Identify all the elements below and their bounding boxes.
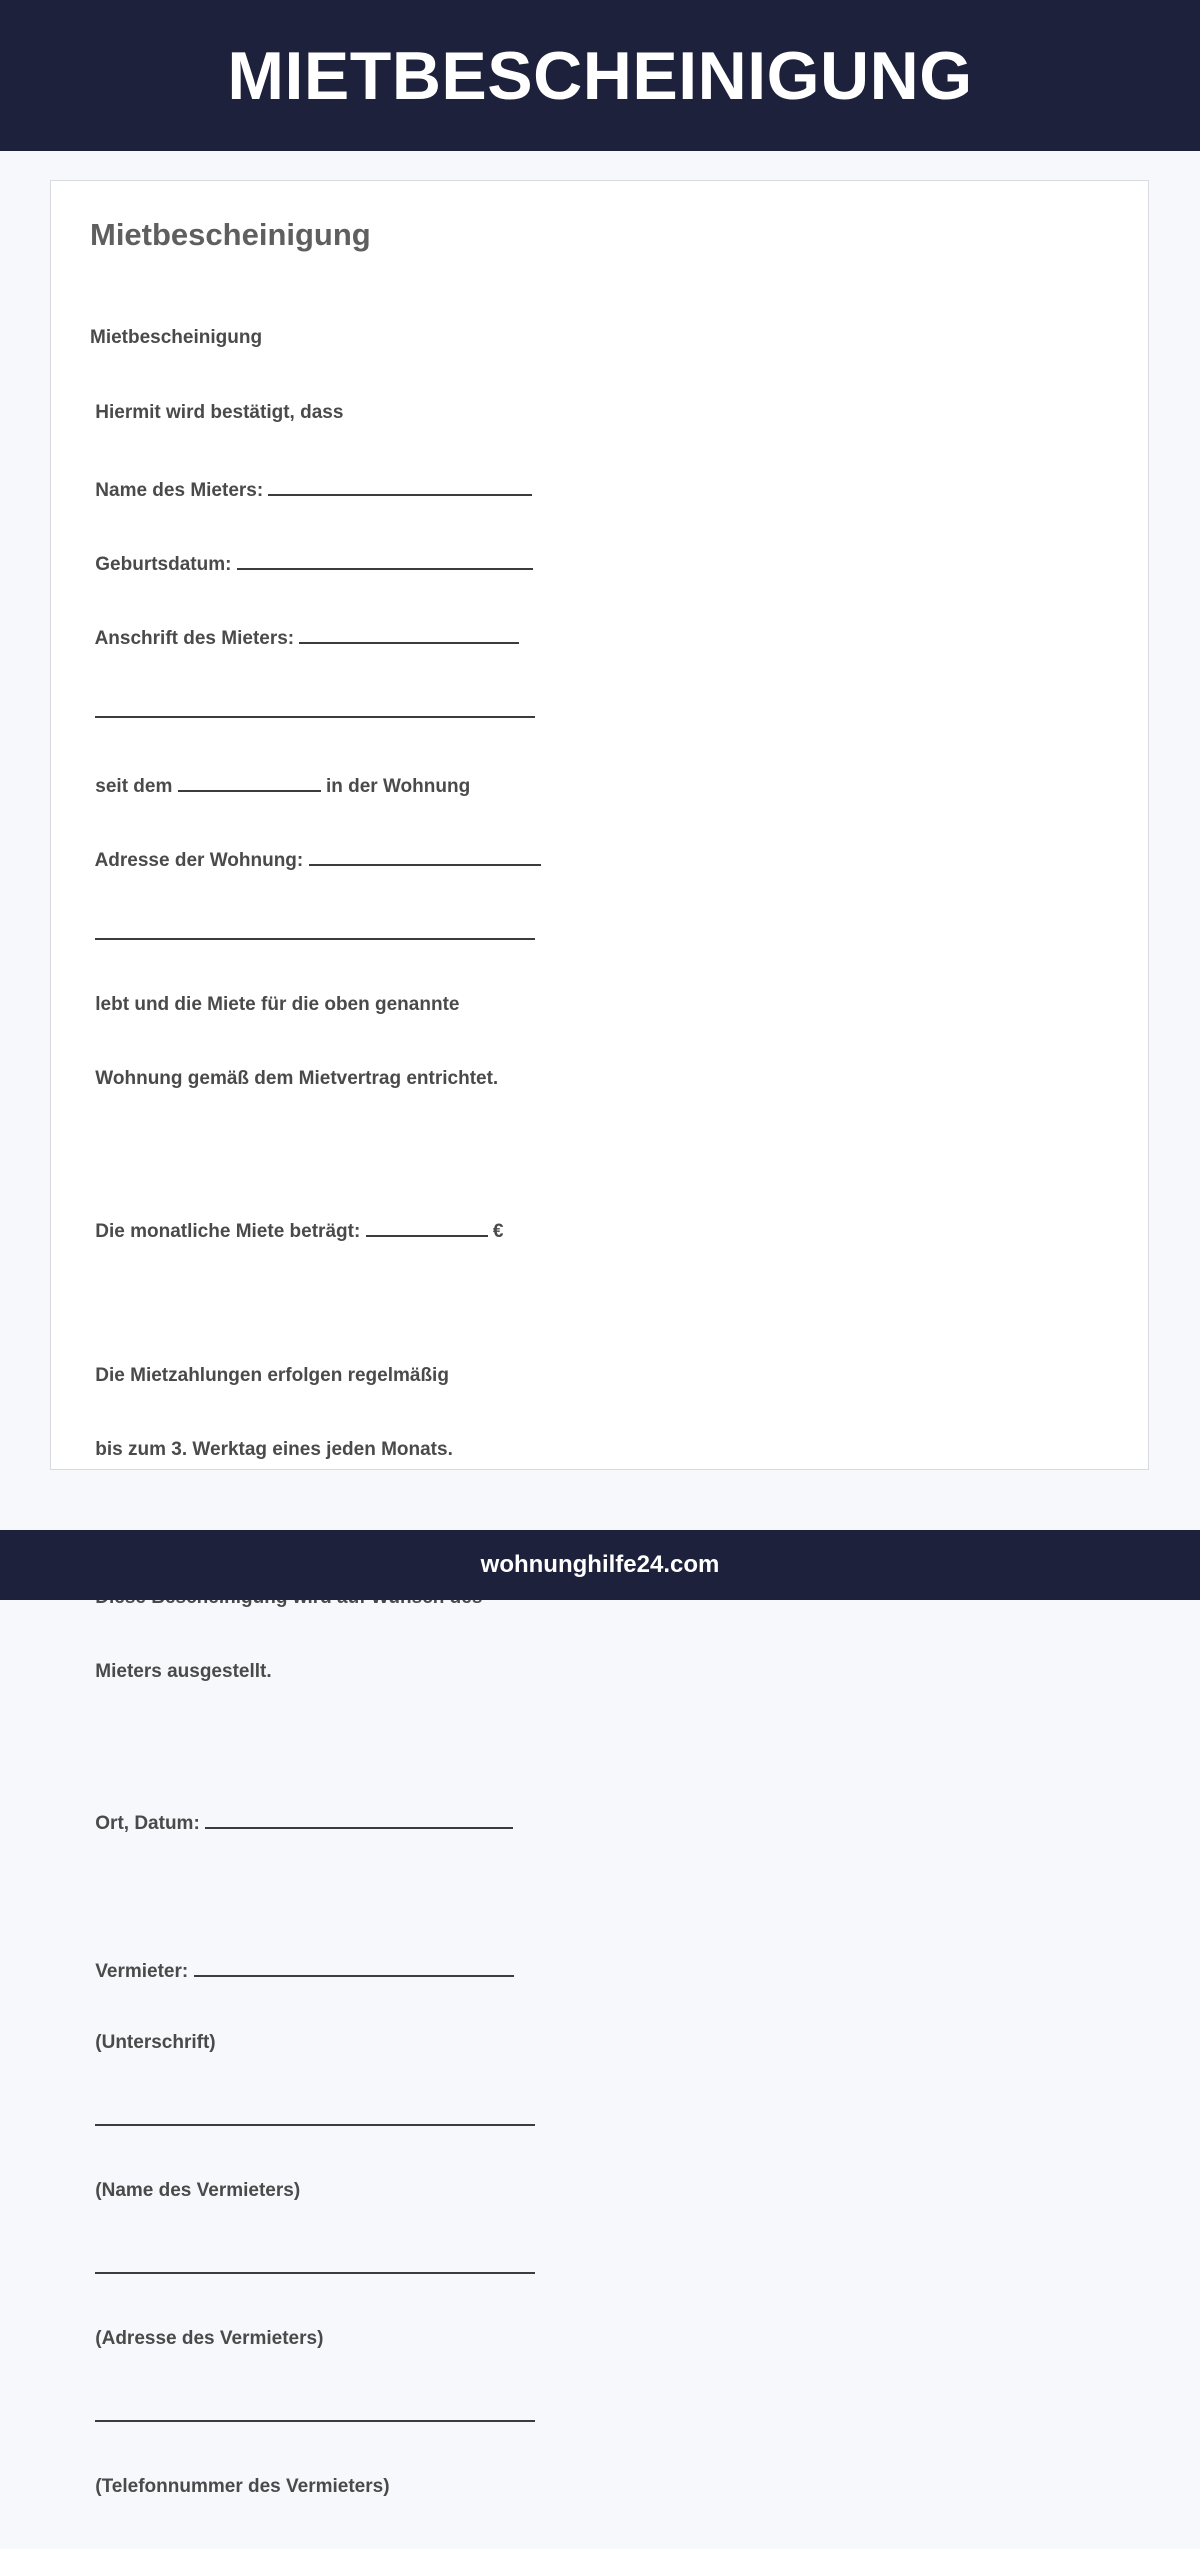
request-text-2: Mieters ausgestellt. [95,1661,272,1683]
apartment-address-blank-2[interactable] [95,919,535,940]
apartment-address-line-2 [90,919,541,944]
rent-line [90,1216,541,1241]
since-date-blank[interactable] [178,771,321,792]
tenant-address-line [90,623,541,648]
payment-line-1 [90,1364,541,1389]
request-line-2 [90,1660,541,1685]
landlord-address-caption-line [90,2327,541,2352]
since-line [90,771,541,796]
payment-line-2 [90,1438,541,1463]
birthdate-line [90,549,541,574]
birthdate-blank[interactable] [237,549,533,570]
landlord-phone-blank[interactable] [95,2401,535,2422]
tenant-address-blank-2[interactable] [95,697,535,718]
landlord-address-blank-line [90,2253,541,2278]
signature-caption: (Unterschrift) [95,2031,216,2053]
statement-line-1 [90,993,541,1018]
footer-site-link[interactable]: wohnunghilfe24.com [480,1551,720,1578]
signature-caption-line [90,2031,541,2056]
payment-text-1: Die Mietzahlungen erfolgen regelmäßig [95,1364,449,1386]
landlord-line [90,1956,541,1981]
rent-amount-blank[interactable] [366,1216,488,1237]
landlord-name-caption-line [90,2179,541,2204]
landlord-phone-caption: (Telefonnummer des Vermieters) [95,2476,390,2498]
tenant-address-blank[interactable] [299,623,519,644]
place-date-label: Ort, Datum: [95,1813,200,1835]
place-date-blank[interactable] [205,1808,513,1829]
rent-label: Die monatliche Miete beträgt: [95,1220,361,1242]
landlord-label: Vermieter: [95,1961,189,1983]
landlord-phone-blank-line [90,2401,541,2426]
landlord-name-caption: (Name des Vermieters) [95,2179,301,2201]
apartment-address-label: Adresse der Wohnung: [94,850,304,872]
body-title: Mietbescheinigung [90,327,263,349]
statement-line-2 [90,1067,541,1092]
spacer [90,1734,541,1759]
page-header [0,0,1200,151]
spacer [90,1882,541,1907]
spacer [90,1290,541,1315]
since-label: seit dem [95,775,173,797]
birthdate-label: Geburtsdatum: [95,553,232,575]
tenant-name-line [90,475,541,500]
statement-text-1: lebt und die Miete für die oben genannte [95,994,460,1016]
statement-text-2: Wohnung gemäß dem Mietvertrag entrichtet. [95,1068,499,1090]
intro-line [90,401,541,426]
landlord-phone-caption-line [90,2475,541,2500]
currency-symbol: € [492,1220,504,1242]
in-apartment-label: in der Wohnung [325,775,471,797]
body-title-line [90,326,541,351]
landlord-name-blank[interactable] [95,2105,535,2126]
page-title: MIETBESCHEINIGUNG [227,37,973,114]
spacer [90,1141,541,1166]
apartment-address-line [90,845,541,870]
tenant-address-line-2 [90,697,541,722]
payment-text-2: bis zum 3. Werktag eines jeden Monats. [95,1438,453,1460]
document-body [90,277,541,2549]
place-date-line [90,1808,541,1833]
landlord-address-blank[interactable] [95,2253,535,2274]
landlord-address-caption: (Adresse des Vermieters) [95,2327,324,2349]
tenant-name-label: Name des Mieters: [95,479,264,501]
document-heading: Mietbescheinigung [90,217,371,252]
landlord-name-blank-line [90,2105,541,2130]
apartment-address-blank[interactable] [309,845,541,866]
intro-text: Hiermit wird bestätigt, dass [95,401,344,423]
tenant-address-label: Anschrift des Mieters: [94,627,295,649]
page-footer [0,1530,1200,1600]
landlord-signature-blank[interactable] [194,1956,514,1977]
tenant-name-blank[interactable] [268,475,532,496]
